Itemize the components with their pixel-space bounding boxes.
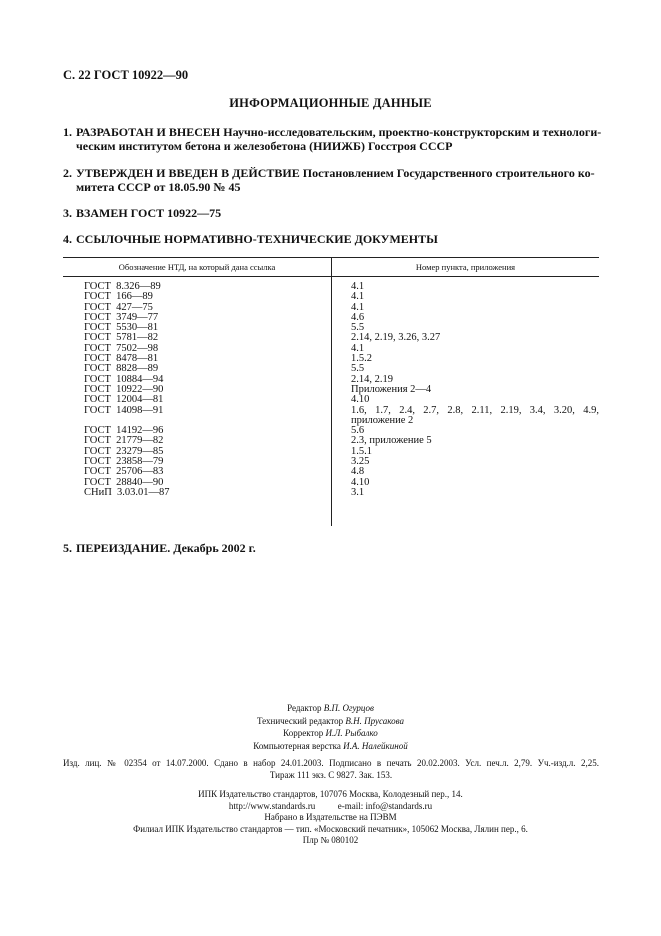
item-text: ВЗАМЕН ГОСТ 10922—75 [76,206,222,220]
credit-line [0,740,661,753]
page-header: С. 22 ГОСТ 10922—90 [63,68,189,82]
license-number: Плр № 080102 [302,835,359,845]
document-designation: ГОСТ 23858—79 [84,456,164,468]
document-designation: ГОСТ 10884—94 [84,373,164,385]
document-designation: ГОСТ 427—75 [84,301,153,313]
table-header-document: Обозначение НТД, на который дана ссылка [118,262,276,272]
clause-reference: 5.5 [351,322,365,334]
document-designation: СНиП 3.03.01—87 [84,486,170,498]
clause-reference: 4.1 [351,281,365,292]
clause-reference: 4.1 [351,342,365,354]
credit-role: Технический редактор [256,715,344,726]
clause-reference: 4.10 [351,476,370,488]
clause-reference: 5.5 [351,363,365,375]
clause-reference: 2.14, 2.19 [351,373,393,385]
document-designation: ГОСТ 8478—81 [84,353,159,365]
clause-reference: Приложения 2—4 [351,383,432,395]
clause-reference: 1.5.2 [351,353,372,365]
credit-name: В.Н. Прусакова [345,715,405,726]
credit-role: Редактор [287,703,322,713]
document-designation: ГОСТ 7502—98 [84,342,159,354]
credit-name: И.А. Налейкиной [343,740,408,751]
item-1 [63,125,603,153]
item-4 [63,232,603,246]
clause-reference: 5.6 [351,425,365,437]
document-designation: ГОСТ 8.326—89 [84,281,161,292]
document-designation: ГОСТ 10922—90 [84,383,164,395]
clause-reference: 3.1 [351,486,365,498]
document-designation: ГОСТ 5530—81 [84,322,159,334]
credit-line [0,702,661,715]
document-title: ИНФОРМАЦИОННЫЕ ДАННЫЕ [229,96,432,110]
document-designation: ГОСТ 23279—85 [84,445,164,457]
document-designation: ГОСТ 14192—96 [84,425,164,437]
print-run-line: Тираж 111 экз. С 9827. Зак. 153. [269,770,393,780]
credit-line [0,727,661,740]
item-number: 2. [63,166,72,180]
credit-line [0,715,661,728]
credit-name: И.Л. Рыбалко [325,728,378,738]
publication-info [63,757,599,781]
item-text: ССЫЛОЧНЫЕ НОРМАТИВНО-ТЕХНИЧЕСКИЕ ДОКУМЕНТЫ [76,232,438,246]
typesetting-note: Набрано в Издательстве на ПЭВМ [264,812,397,822]
credit-role: Компьютерная верстка [253,740,341,751]
clause-reference: 3.25 [351,456,370,468]
publication-line: Изд. лиц. № 02354 от 14.07.2000. Сдано в набор 24.01.2003. Подписано в печать 20.02.2003. Усл. печ.л. 2,79. Уч.-изд.л. 2,25. [63,758,599,768]
table-header-reference: Номер пункта, приложения [415,262,516,272]
item-5 [63,541,603,555]
clause-reference: 4.10 [351,394,370,406]
printing-branch: Филиал ИПК Издательство стандартов — тип. «Московский печатник», 105062 Москва, Лялин пер., 6. [133,823,528,834]
clause-reference: 2.14, 2.19, 3.26, 3.27 [351,332,441,344]
document-designation: ГОСТ 12004—81 [84,394,164,406]
document-designation: ГОСТ 21779—82 [84,435,164,447]
credit-name: В.П. Огурцов [323,703,374,713]
publisher-address: ИПК Издательство стандартов, 107076 Москва, Колодезный пер., 14. [198,789,463,799]
item-text: РАЗРАБОТАН И ВНЕСЕН Научно-исследовательским, проектно-конструкторским и технологи- [76,125,602,139]
item-text: УТВЕРЖДЕН И ВВЕДЕН В ДЕЙСТВИЕ Постановлением Государственного строительного ко- [76,166,595,180]
item-3 [63,206,603,220]
publisher-contacts: http://www.standards.ru e-mail: info@standards.ru [228,800,433,811]
table-row [63,488,599,498]
document-designation: ГОСТ 14098—91 [84,404,164,416]
document-designation: ГОСТ 28840—90 [84,476,164,488]
clause-reference: 4.8 [351,466,365,478]
document-designation: ГОСТ 25706—83 [84,466,164,478]
table-row [63,406,599,427]
document-designation: ГОСТ 166—89 [84,291,153,303]
clause-reference: 1.5.1 [351,445,372,457]
document-designation: ГОСТ 8828—89 [84,363,159,375]
item-number: 1. [63,125,72,139]
publisher-footer [0,789,661,847]
clause-reference: 4.1 [351,301,365,313]
credits-block [0,702,661,752]
item-number: 5. [63,541,72,555]
reference-table-body [63,282,599,498]
item-2 [63,166,603,194]
credit-role: Корректор [283,728,324,738]
item-text-continued: ческим институтом бетона и железобетона (НИИЖБ) Госстроя СССР [76,139,453,153]
item-number: 3. [63,206,72,220]
item-text: ПЕРЕИЗДАНИЕ. Декабрь 2002 г. [76,541,256,555]
clause-reference: 4.1 [351,291,365,303]
clause-reference: 1.6, 1.7, 2.4, 2.7, 2.8, 2.11, 2.19, 3.4, 3.20, 4.9, приложение 2 [351,404,599,426]
clause-reference: 4.6 [351,311,365,323]
document-designation: ГОСТ 5781—82 [84,332,159,344]
item-text-continued: митета СССР от 18.05.90 № 45 [76,180,241,194]
document-designation: ГОСТ 3749—77 [84,311,159,323]
clause-reference: 2.3, приложение 5 [351,435,432,447]
item-number: 4. [63,232,72,246]
